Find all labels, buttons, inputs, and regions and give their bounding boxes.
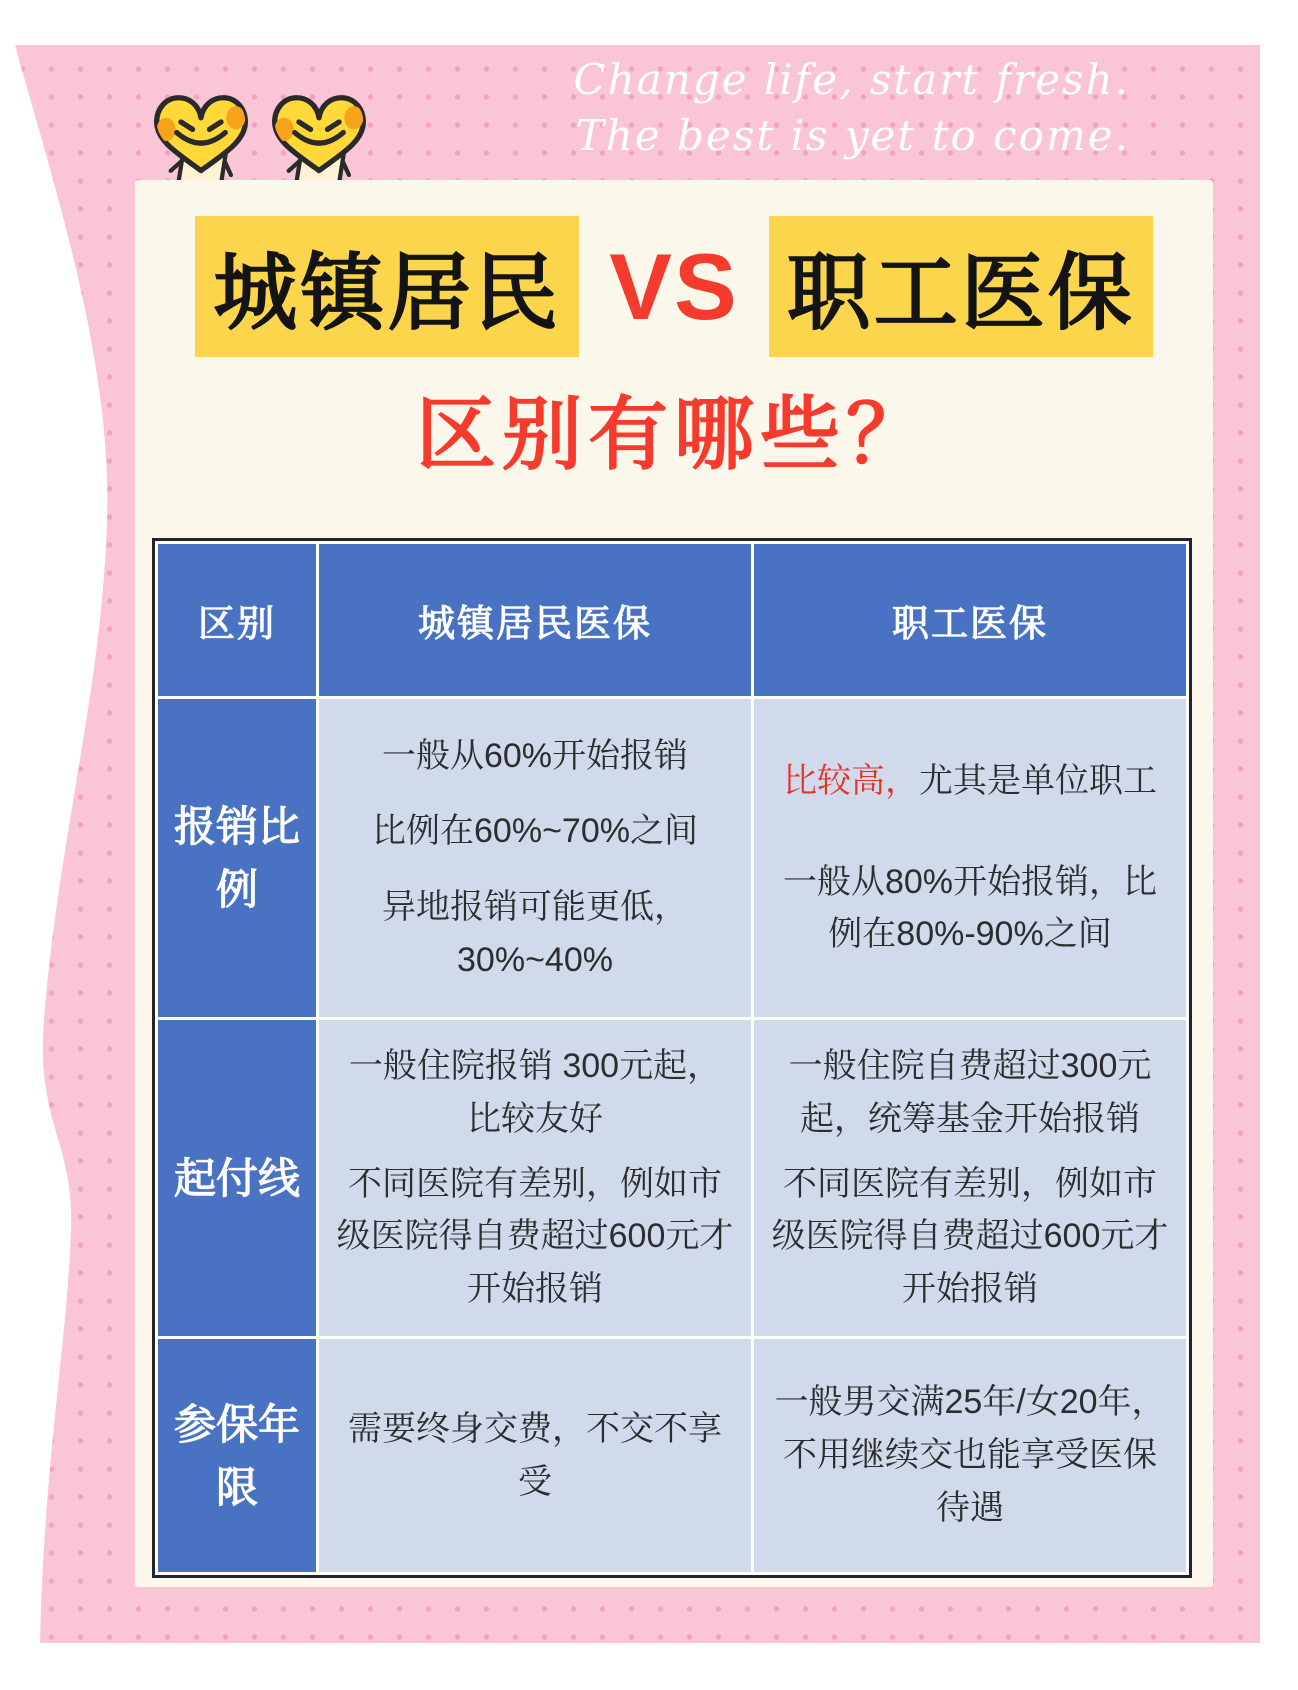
cell-paragraph: 不同医院有差别，例如市级医院得自费超过600元才开始报销 bbox=[336, 1164, 734, 1309]
row-label-enrollment-years: 参保年限 bbox=[158, 1339, 316, 1572]
row-label-deductible: 起付线 bbox=[158, 1020, 316, 1336]
cell-paragraph: 一般男交满25年/女20年，不用继续交也能享受医保待遇 bbox=[774, 1383, 1166, 1527]
cell-paragraph bbox=[783, 755, 1157, 808]
cell-enrollment-employee bbox=[754, 1339, 1186, 1572]
cell-paragraph: 一般住院自费超过300元起，统筹基金开始报销 bbox=[788, 1047, 1152, 1138]
cell-paragraph: 比例在60%~70%之间 bbox=[372, 812, 698, 851]
cell-deductible-resident bbox=[319, 1020, 751, 1336]
cell-line: 异地报销可能更低， bbox=[382, 887, 688, 926]
header-employee-insurance: 职工医保 bbox=[754, 544, 1186, 696]
cell-line: 30%~40% bbox=[457, 940, 613, 979]
cell-paragraph: 需要终身交费，不交不享受 bbox=[348, 1409, 722, 1501]
row-label-reimbursement-ratio: 报销比例 bbox=[158, 699, 316, 1017]
left-wave-decoration bbox=[0, 45, 130, 1643]
tagline bbox=[573, 52, 1130, 164]
highlighted-red-text: 比较高， bbox=[783, 761, 919, 800]
comparison-table bbox=[152, 538, 1192, 1578]
content-card bbox=[135, 180, 1213, 1587]
cell-paragraph: 一般住院报销 300元起，比较友好 bbox=[348, 1047, 722, 1138]
cell-enrollment-resident bbox=[319, 1339, 751, 1572]
tagline-line-1: Change life, start fresh. bbox=[573, 55, 1130, 104]
title-highlight-right: 职工医保 bbox=[769, 216, 1153, 357]
cell-paragraph: 一般从80%开始报销，比例在80%-90%之间 bbox=[782, 862, 1158, 954]
cell-line: 尤其是单位职工 bbox=[919, 761, 1157, 800]
title-highlight-left: 城镇居民 bbox=[195, 216, 579, 357]
cell-paragraph: 一般从60%开始报销 bbox=[381, 736, 689, 775]
cell-paragraph: 不同医院有差别，例如市级医院得自费超过600元才开始报销 bbox=[771, 1164, 1169, 1309]
main-title bbox=[135, 216, 1213, 357]
cell-reimbursement-resident bbox=[319, 699, 751, 1017]
subtitle: 区别有哪些？ bbox=[416, 390, 932, 479]
header-resident-insurance: 城镇居民医保 bbox=[319, 544, 751, 696]
cell-paragraph bbox=[382, 881, 688, 986]
tagline-line-2: The best is yet to come. bbox=[575, 111, 1130, 160]
cell-reimbursement-employee bbox=[754, 699, 1186, 1017]
header-category: 区别 bbox=[158, 544, 316, 696]
title-vs: VS bbox=[609, 233, 739, 339]
cell-deductible-employee bbox=[754, 1020, 1186, 1336]
